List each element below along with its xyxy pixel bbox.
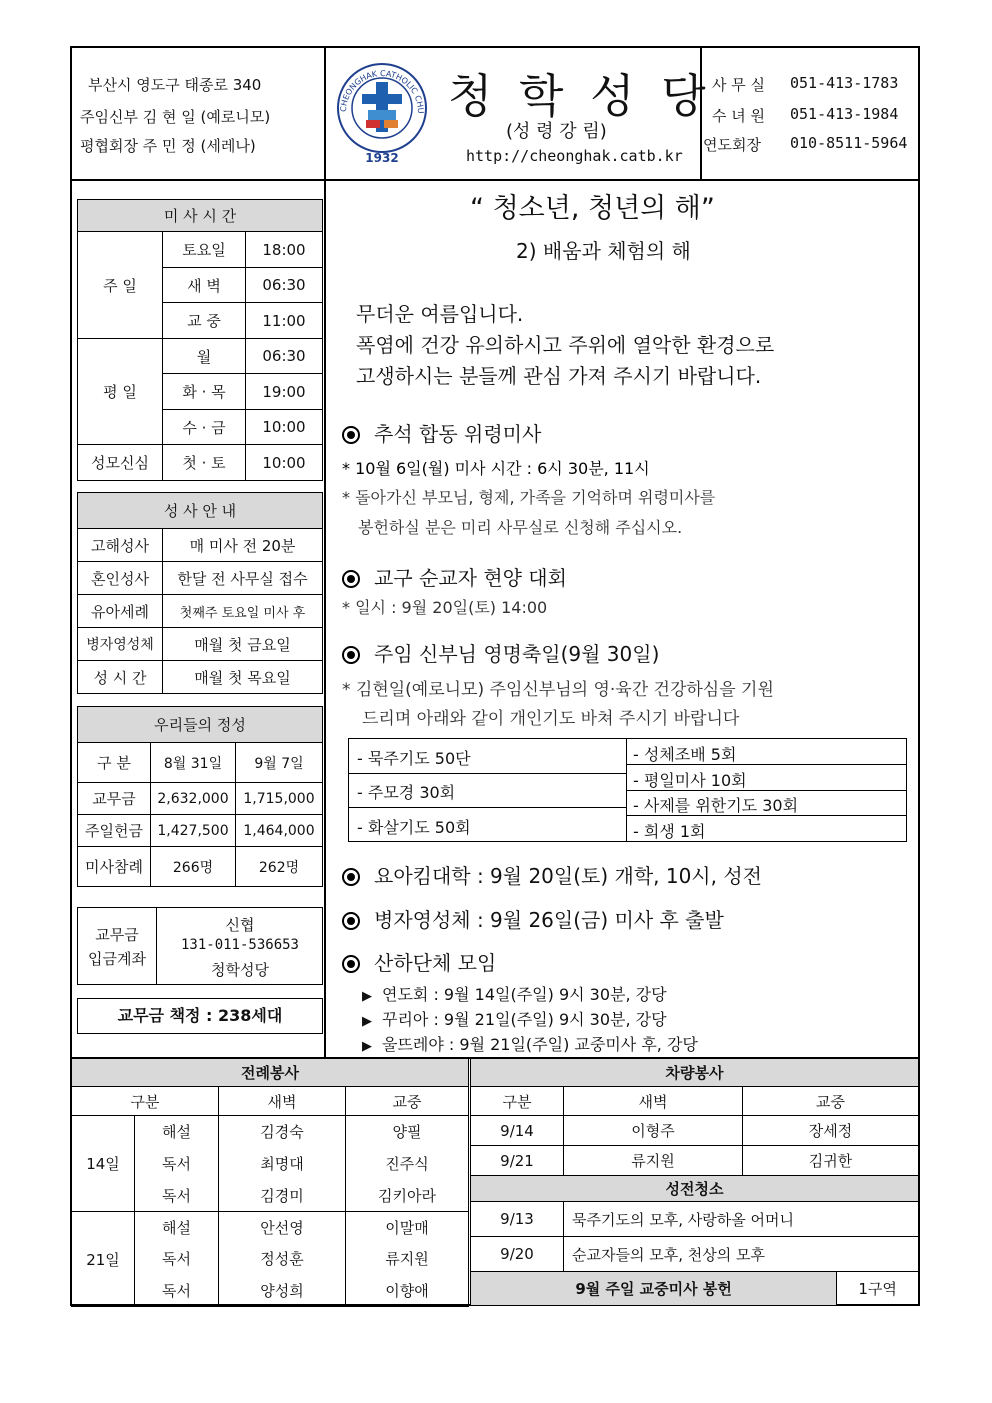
- account-label: 교무금: [95, 926, 139, 944]
- vehicle-cell: 류지원: [564, 1146, 743, 1176]
- offering-value: 1구역: [837, 1272, 919, 1306]
- liturgy-person: 안선영: [260, 1219, 304, 1238]
- offerings-cell: 262명: [236, 847, 323, 887]
- mass-time: 18:00: [246, 232, 323, 268]
- offerings-cell: 1,715,000: [236, 783, 323, 815]
- prayer-list: [348, 738, 907, 842]
- liturgy-person: 이향애: [385, 1281, 429, 1300]
- section-feast: [342, 638, 659, 667]
- intro-line: 폭염에 건강 유의하시고 주위에 열악한 환경으로: [356, 333, 775, 357]
- section-note: 드리며 아래와 같이 개인기도 바쳐 주시기 바랍니다: [362, 709, 740, 729]
- liturgy-header: 새벽: [219, 1087, 346, 1116]
- cleaning-group: 묵주기도의 모후, 사랑하올 어머니: [564, 1202, 919, 1237]
- header-divider: [70, 179, 920, 181]
- theme-subtitle: 2) 배움과 체험의 해: [516, 239, 691, 263]
- liturgy-title: 전례봉사: [72, 1059, 469, 1087]
- vehicle-header: 새벽: [564, 1087, 743, 1116]
- offerings-cell: 주일헌금: [78, 815, 151, 847]
- liturgy-role: 독서: [162, 1154, 191, 1173]
- liturgy-date: 21일: [72, 1212, 135, 1306]
- section-title: 추석 합동 위령미사: [374, 422, 542, 446]
- radio-bullet-icon: [342, 570, 360, 588]
- left-column-divider: [324, 46, 326, 1058]
- liturgy-header: 구분: [72, 1087, 219, 1116]
- triangle-right-icon: ▶: [362, 1014, 372, 1029]
- vehicle-cell: 김귀한: [743, 1146, 919, 1176]
- vehicle-cell: 9/14: [471, 1116, 564, 1146]
- contact-phone: 051-413-1984: [790, 105, 899, 123]
- group-item: ▶ 연도회 : 9월 14일(주일) 9시 30분, 강당: [362, 985, 667, 1004]
- mass-day: 첫 · 토: [163, 445, 246, 481]
- liturgy-person: 정성훈: [260, 1250, 304, 1269]
- section-joachim: [342, 860, 762, 889]
- group-item: ▶ 울뜨레야 : 9월 21일(주일) 교중미사 후, 강당: [362, 1035, 698, 1054]
- triangle-right-icon: ▶: [362, 1039, 372, 1054]
- offerings-cell: 교무금: [78, 783, 151, 815]
- mass-times-table: [77, 199, 323, 481]
- sacrament-value: 매 미사 전 20분: [163, 529, 323, 562]
- liturgy-role: 독서: [162, 1186, 191, 1205]
- contact-label: 연도회장: [703, 136, 761, 154]
- vehicle-cell: 장세정: [743, 1116, 919, 1146]
- vehicle-cell: 이형주: [564, 1116, 743, 1146]
- offerings-table: [77, 706, 323, 887]
- sacrament-label: 고해성사: [78, 529, 163, 562]
- prayer-item: - 성체조배 5회: [633, 745, 737, 764]
- mass-time: 11:00: [246, 303, 323, 339]
- radio-bullet-icon: [342, 426, 360, 444]
- sacrament-value: 매월 첫 목요일: [163, 661, 323, 694]
- section-title: 병자영성체 : 9월 26일(금) 미사 후 출발: [374, 908, 724, 932]
- liturgy-role: 독서: [162, 1281, 191, 1300]
- vehicle-header: 구분: [471, 1087, 564, 1116]
- section-title: 교구 순교자 현양 대회: [374, 566, 567, 590]
- mass-time: 10:00: [246, 410, 323, 445]
- intro-line: 무더운 여름입니다.: [356, 302, 524, 326]
- offerings-cell: 1,427,500: [151, 815, 236, 847]
- mass-time: 06:30: [246, 339, 323, 374]
- prayer-item: - 사제를 위한기도 30회: [633, 796, 799, 815]
- church-logo: [332, 58, 432, 166]
- prayer-item: - 묵주기도 50단: [357, 749, 471, 768]
- cleaning-date: 9/13: [471, 1202, 564, 1237]
- offerings-cell: 2,632,000: [151, 783, 236, 815]
- liturgy-table: [71, 1058, 469, 1307]
- radio-bullet-icon: [342, 955, 360, 973]
- sacrament-value: 매월 첫 금요일: [163, 628, 323, 661]
- liturgy-header: 교중: [346, 1087, 469, 1116]
- pastor-name: 주임신부 김 현 일 (예로니모): [80, 108, 271, 126]
- council-president: 평협회장 주 민 정 (세레나): [80, 137, 256, 155]
- mass-day: 화 · 목: [163, 374, 246, 410]
- liturgy-person: 김경미: [260, 1186, 304, 1205]
- liturgy-person: 양필: [392, 1123, 422, 1142]
- mass-day: 수 · 금: [163, 410, 246, 445]
- offerings-title: 우리들의 정성: [78, 707, 323, 743]
- section-note: 봉헌하실 분은 미리 사무실로 신청해 주십시오.: [358, 518, 683, 537]
- contact-label: 수 녀 원: [712, 107, 766, 125]
- section-note: * 김현일(예로니모) 주임신부님의 영·육간 건강하심을 기원: [342, 680, 774, 700]
- section-title: 주임 신부님 영명축일(9월 30일): [374, 642, 660, 666]
- weekday-label: 평 일: [78, 339, 163, 445]
- offerings-cell: 1,464,000: [236, 815, 323, 847]
- liturgy-person: 김키아라: [378, 1186, 436, 1205]
- church-url[interactable]: http://cheonghak.catb.kr: [466, 147, 683, 165]
- prayer-item: - 주모경 30회: [357, 783, 456, 802]
- triangle-right-icon: ▶: [362, 989, 372, 1004]
- account-box: [77, 907, 323, 985]
- theme-title: “ 청소년, 청년의 해”: [470, 193, 715, 224]
- account-label: 입금계좌: [88, 950, 146, 968]
- group-item: ▶ 꾸리아 : 9월 21일(주일) 9시 30분, 강당: [362, 1010, 667, 1029]
- mass-time: 10:00: [246, 445, 323, 481]
- mass-day: 토요일: [163, 232, 246, 268]
- account-holder: 청학성당: [211, 961, 269, 979]
- offerings-cell: 미사참례: [78, 847, 151, 887]
- mass-time: 06:30: [246, 268, 323, 303]
- account-number: 131-011-536653: [180, 937, 299, 953]
- prayer-item: - 화살기도 50회: [357, 818, 471, 837]
- sacrament-label: 병자영성체: [78, 628, 163, 661]
- sacraments-title: 성 사 안 내: [78, 493, 323, 529]
- section-note: * 일시 : 9월 20일(토) 14:00: [342, 598, 548, 617]
- sacrament-label: 혼인성사: [78, 562, 163, 595]
- liturgy-role: 해설: [162, 1123, 191, 1142]
- logo-year: 1932: [365, 151, 399, 165]
- contact-phone: 010-8511-5964: [790, 134, 908, 152]
- sacrament-label: 유아세례: [78, 595, 163, 628]
- liturgy-person: 진주식: [385, 1154, 429, 1173]
- sacraments-table: [77, 492, 323, 694]
- vehicle-cell: 9/21: [471, 1146, 564, 1176]
- cleaning-title: 성전청소: [471, 1176, 919, 1202]
- offering-label: 9월 주일 교중미사 봉헌: [471, 1272, 837, 1306]
- sacrament-label: 성 시 간: [78, 661, 163, 694]
- sacrament-value: 한달 전 사무실 접수: [163, 562, 323, 595]
- mass-day: 새 벽: [163, 268, 246, 303]
- vehicle-header: 교중: [743, 1087, 919, 1116]
- liturgy-role: 해설: [162, 1219, 191, 1238]
- cleaning-table: [470, 1175, 919, 1306]
- contact-label: 사 무 실: [712, 76, 766, 94]
- sacrament-value: 첫째주 토요일 미사 후: [163, 595, 323, 628]
- section-chuseok: [342, 418, 541, 447]
- prayer-item: - 평일미사 10회: [633, 771, 747, 790]
- radio-bullet-icon: [342, 646, 360, 664]
- offerings-cell: 266명: [151, 847, 236, 887]
- mass-day: 월: [163, 339, 246, 374]
- vehicle-title: 차량봉사: [471, 1059, 919, 1087]
- contact-phone: 051-413-1783: [790, 74, 899, 92]
- liturgy-role: 독서: [162, 1250, 191, 1269]
- vehicle-table: [470, 1058, 919, 1176]
- section-groups: [342, 947, 496, 976]
- cleaning-group: 순교자들의 모후, 천상의 모후: [564, 1237, 919, 1272]
- tithe-households: 교무금 책정 : 238세대: [77, 998, 323, 1034]
- mass-day: 교 중: [163, 303, 246, 339]
- mass-time: 19:00: [246, 374, 323, 410]
- account-bank: 신협: [225, 916, 255, 934]
- liturgy-person: 류지원: [385, 1250, 429, 1269]
- section-sick: [342, 904, 724, 933]
- liturgy-date: 14일: [72, 1116, 135, 1211]
- section-note: * 10월 6일(월) 미사 시간 : 6시 30분, 11시: [342, 459, 650, 478]
- section-title: 산하단체 모임: [374, 951, 497, 975]
- liturgy-person: 최명대: [260, 1154, 304, 1173]
- radio-bullet-icon: [342, 912, 360, 930]
- cleaning-date: 9/20: [471, 1237, 564, 1272]
- offerings-header: 8월 31일: [151, 743, 236, 783]
- church-title: 청 학 성 당: [448, 69, 712, 123]
- liturgy-person: 이말매: [385, 1219, 429, 1238]
- church-address: 부산시 영도구 태종로 340: [88, 76, 262, 94]
- church-subtitle: (성 령 강 림): [506, 121, 607, 142]
- offerings-header: 구 분: [78, 743, 151, 783]
- logo-text: CHEONGHAK CATHOLIC CHU: [338, 68, 426, 114]
- liturgy-person: 김경숙: [260, 1123, 304, 1142]
- liturgy-person: 양성희: [260, 1281, 304, 1300]
- mass-times-title: 미 사 시 간: [78, 200, 323, 232]
- offerings-header: 9월 7일: [236, 743, 323, 783]
- section-martyr: [342, 562, 567, 591]
- section-title: 요아킴대학 : 9월 20일(토) 개학, 10시, 성전: [374, 864, 762, 888]
- section-note: * 돌아가신 부모님, 형제, 가족을 기억하며 위령미사를: [342, 488, 716, 507]
- sunday-label: 주 일: [78, 232, 163, 339]
- marian-label: 성모신심: [78, 445, 163, 481]
- intro-line: 고생하시는 분들께 관심 가져 주시기 바랍니다.: [356, 364, 762, 388]
- radio-bullet-icon: [342, 868, 360, 886]
- prayer-item: - 희생 1회: [633, 822, 706, 841]
